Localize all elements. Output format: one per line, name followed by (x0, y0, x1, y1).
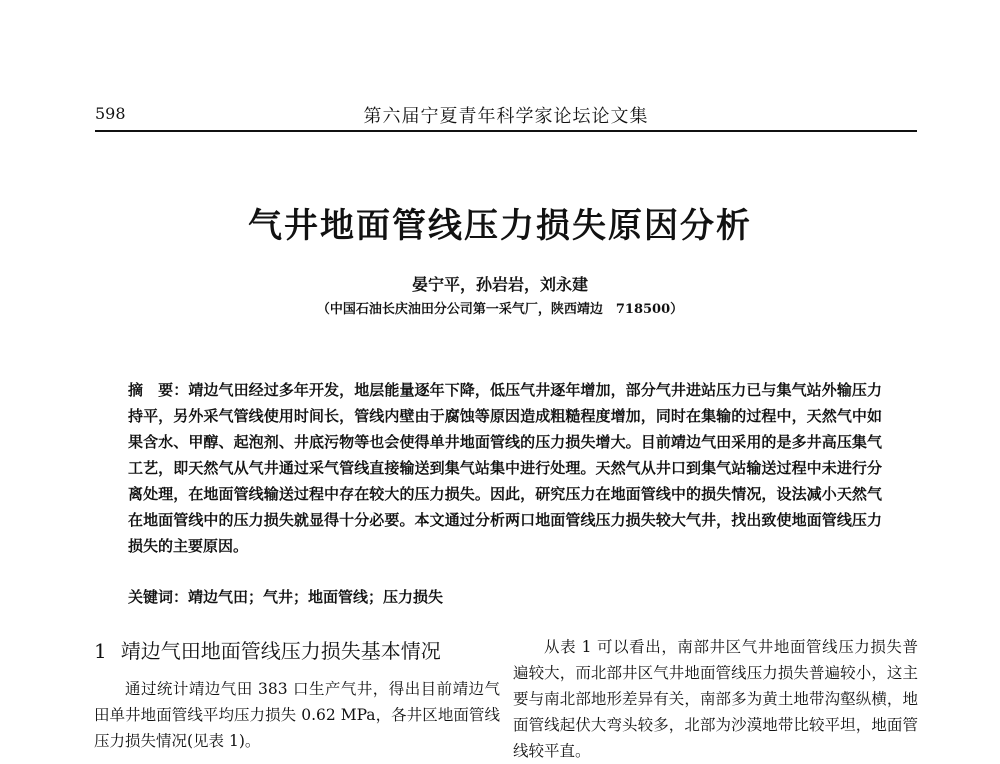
keywords-label: 关键词： (128, 588, 189, 606)
running-header (95, 96, 917, 128)
article-title: 气井地面管线压力损失原因分析 (248, 206, 752, 246)
header-rule (95, 130, 917, 132)
section-number: 1 (94, 639, 107, 663)
journal-title: 第六届宁夏青年科学家论坛论文集 (363, 106, 649, 127)
keywords (128, 585, 882, 609)
right-column (513, 634, 918, 764)
keywords-text: 靖边气田；气井；地面管线；压力损失 (188, 588, 444, 606)
section-title: 靖边气田地面管线压力损失基本情况 (120, 639, 441, 663)
left-column (94, 634, 500, 754)
left-paragraph: 通过统计靖边气田 383 口生产气井，得出目前靖边气田单井地面管线平均压力损失 0.62 MPa，各井区地面管线压力损失情况(见表 1)。 (94, 680, 500, 750)
page-number: 598 (95, 104, 126, 123)
section-heading (94, 634, 500, 668)
abstract-text: 靖边气田经过多年开发，地层能量逐年下降，低压气井逐年增加，部分气井进站压力已与集气站外输压力持平，另外采气管线使用时间长，管线内壁由于腐蚀等原因造成粗糙程度增加，同时在集输的过程中，天然气中如果含水、甲醇、起泡剂、井底污物等也会使得单井地面管线的压力损失增大。目前靖边气田采用的是多井高压集气工艺，即天然气从气井通过采气管线直接输送到集气站集中进行处理。天然气从井口到集气站输送过程中未进行分离处理，在地面管线输送过程中存在较大的压力损失。因此，研究压力在地面管线中的损失情况，设法减小天然气在地面管线中的压力损失就显得十分必要。本文通过分析两口地面管线压力损失较大气井，找出致使地面管线压力损失的主要原因。 (128, 381, 882, 555)
abstract (128, 377, 882, 559)
author-list: 晏宁平，孙岩岩，刘永建 (411, 275, 588, 294)
affiliation: （中国石油长庆油田分公司第一采气厂，陕西靖边 718500） (316, 302, 684, 317)
right-paragraph: 从表 1 可以看出，南部井区气井地面管线压力损失普遍较大，而北部井区气井地面管线压力损失普遍较小，这主要与南北部地形差异有关，南部多为黄土地带沟壑纵横，地面管线起伏大弯头较多，北部为沙漠地带比较平坦，地面管线较平直。 (513, 638, 918, 760)
abstract-label: 摘 要： (128, 381, 189, 399)
